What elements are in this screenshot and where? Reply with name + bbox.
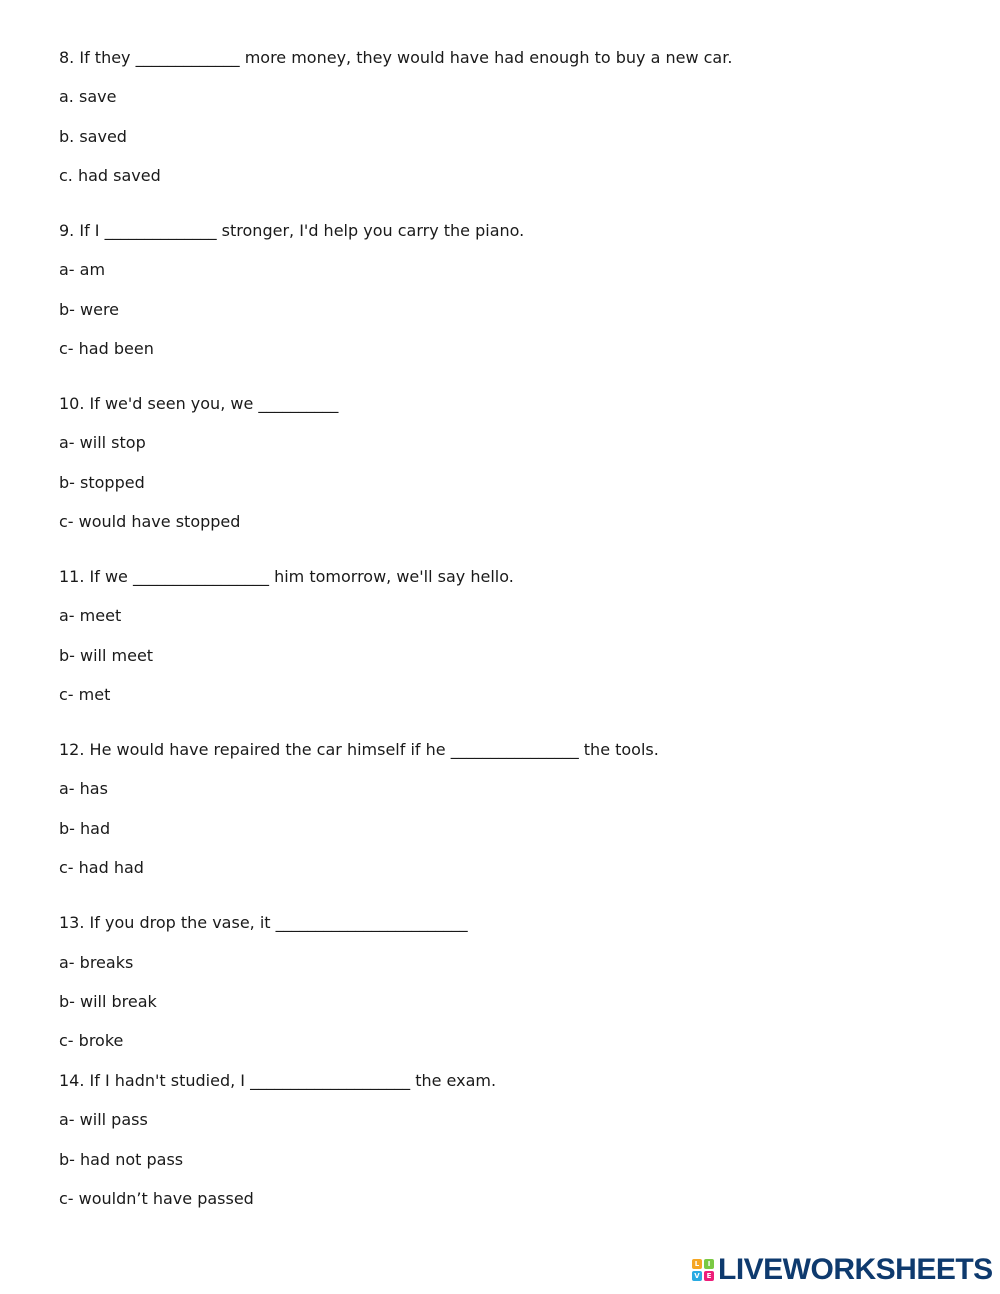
question-13-option-a: a- breaks [59, 953, 134, 972]
logo-text: LIVEWORKSHEETS [718, 1253, 993, 1286]
question-12-option-b: b- had [59, 819, 111, 838]
question-12-prompt: 12. He would have repaired the car himself if he ________________ the tools. [59, 740, 659, 759]
question-8-option-a: a. save [59, 87, 117, 106]
question-14-prompt: 14. If I hadn't studied, I ____________________ the exam. [59, 1071, 497, 1090]
question-9-option-a: a- am [59, 260, 106, 279]
question-12-option-c: c- had had [59, 858, 144, 877]
logo-mark-i: I [704, 1259, 714, 1269]
question-8-option-c: c. had saved [59, 166, 161, 185]
question-8-option-b: b. saved [59, 127, 127, 146]
question-11-prompt: 11. If we _________________ him tomorrow, we'll say hello. [59, 567, 514, 586]
question-9-option-b: b- were [59, 300, 120, 319]
logo-mark-v: V [692, 1271, 702, 1281]
question-10-option-c: c- would have stopped [59, 512, 241, 531]
question-10-option-a: a- will stop [59, 433, 146, 452]
question-13-option-b: b- will break [59, 992, 157, 1011]
question-14-option-a: a- will pass [59, 1110, 148, 1129]
question-11-option-c: c- met [59, 685, 111, 704]
question-14-option-b: b- had not pass [59, 1150, 184, 1169]
question-12-option-a: a- has [59, 779, 108, 798]
logo-mark-e: E [704, 1271, 714, 1281]
question-14-option-c: c- wouldn’t have passed [59, 1189, 254, 1208]
question-10-prompt: 10. If we'd seen you, we __________ [59, 394, 339, 413]
liveworksheets-logo [692, 1255, 993, 1285]
question-8-prompt: 8. If they _____________ more money, they would have had enough to buy a new car. [59, 48, 733, 67]
logo-mark-icon [692, 1259, 714, 1281]
logo-mark-l: L [692, 1259, 702, 1269]
question-11-option-a: a- meet [59, 606, 122, 625]
question-10-option-b: b- stopped [59, 473, 145, 492]
question-9-prompt: 9. If I ______________ stronger, I'd help you carry the piano. [59, 221, 525, 240]
question-11-option-b: b- will meet [59, 646, 154, 665]
question-13-option-c: c- broke [59, 1031, 124, 1050]
question-9-option-c: c- had been [59, 339, 154, 358]
question-13-prompt: 13. If you drop the vase, it ________________________ [59, 913, 468, 932]
